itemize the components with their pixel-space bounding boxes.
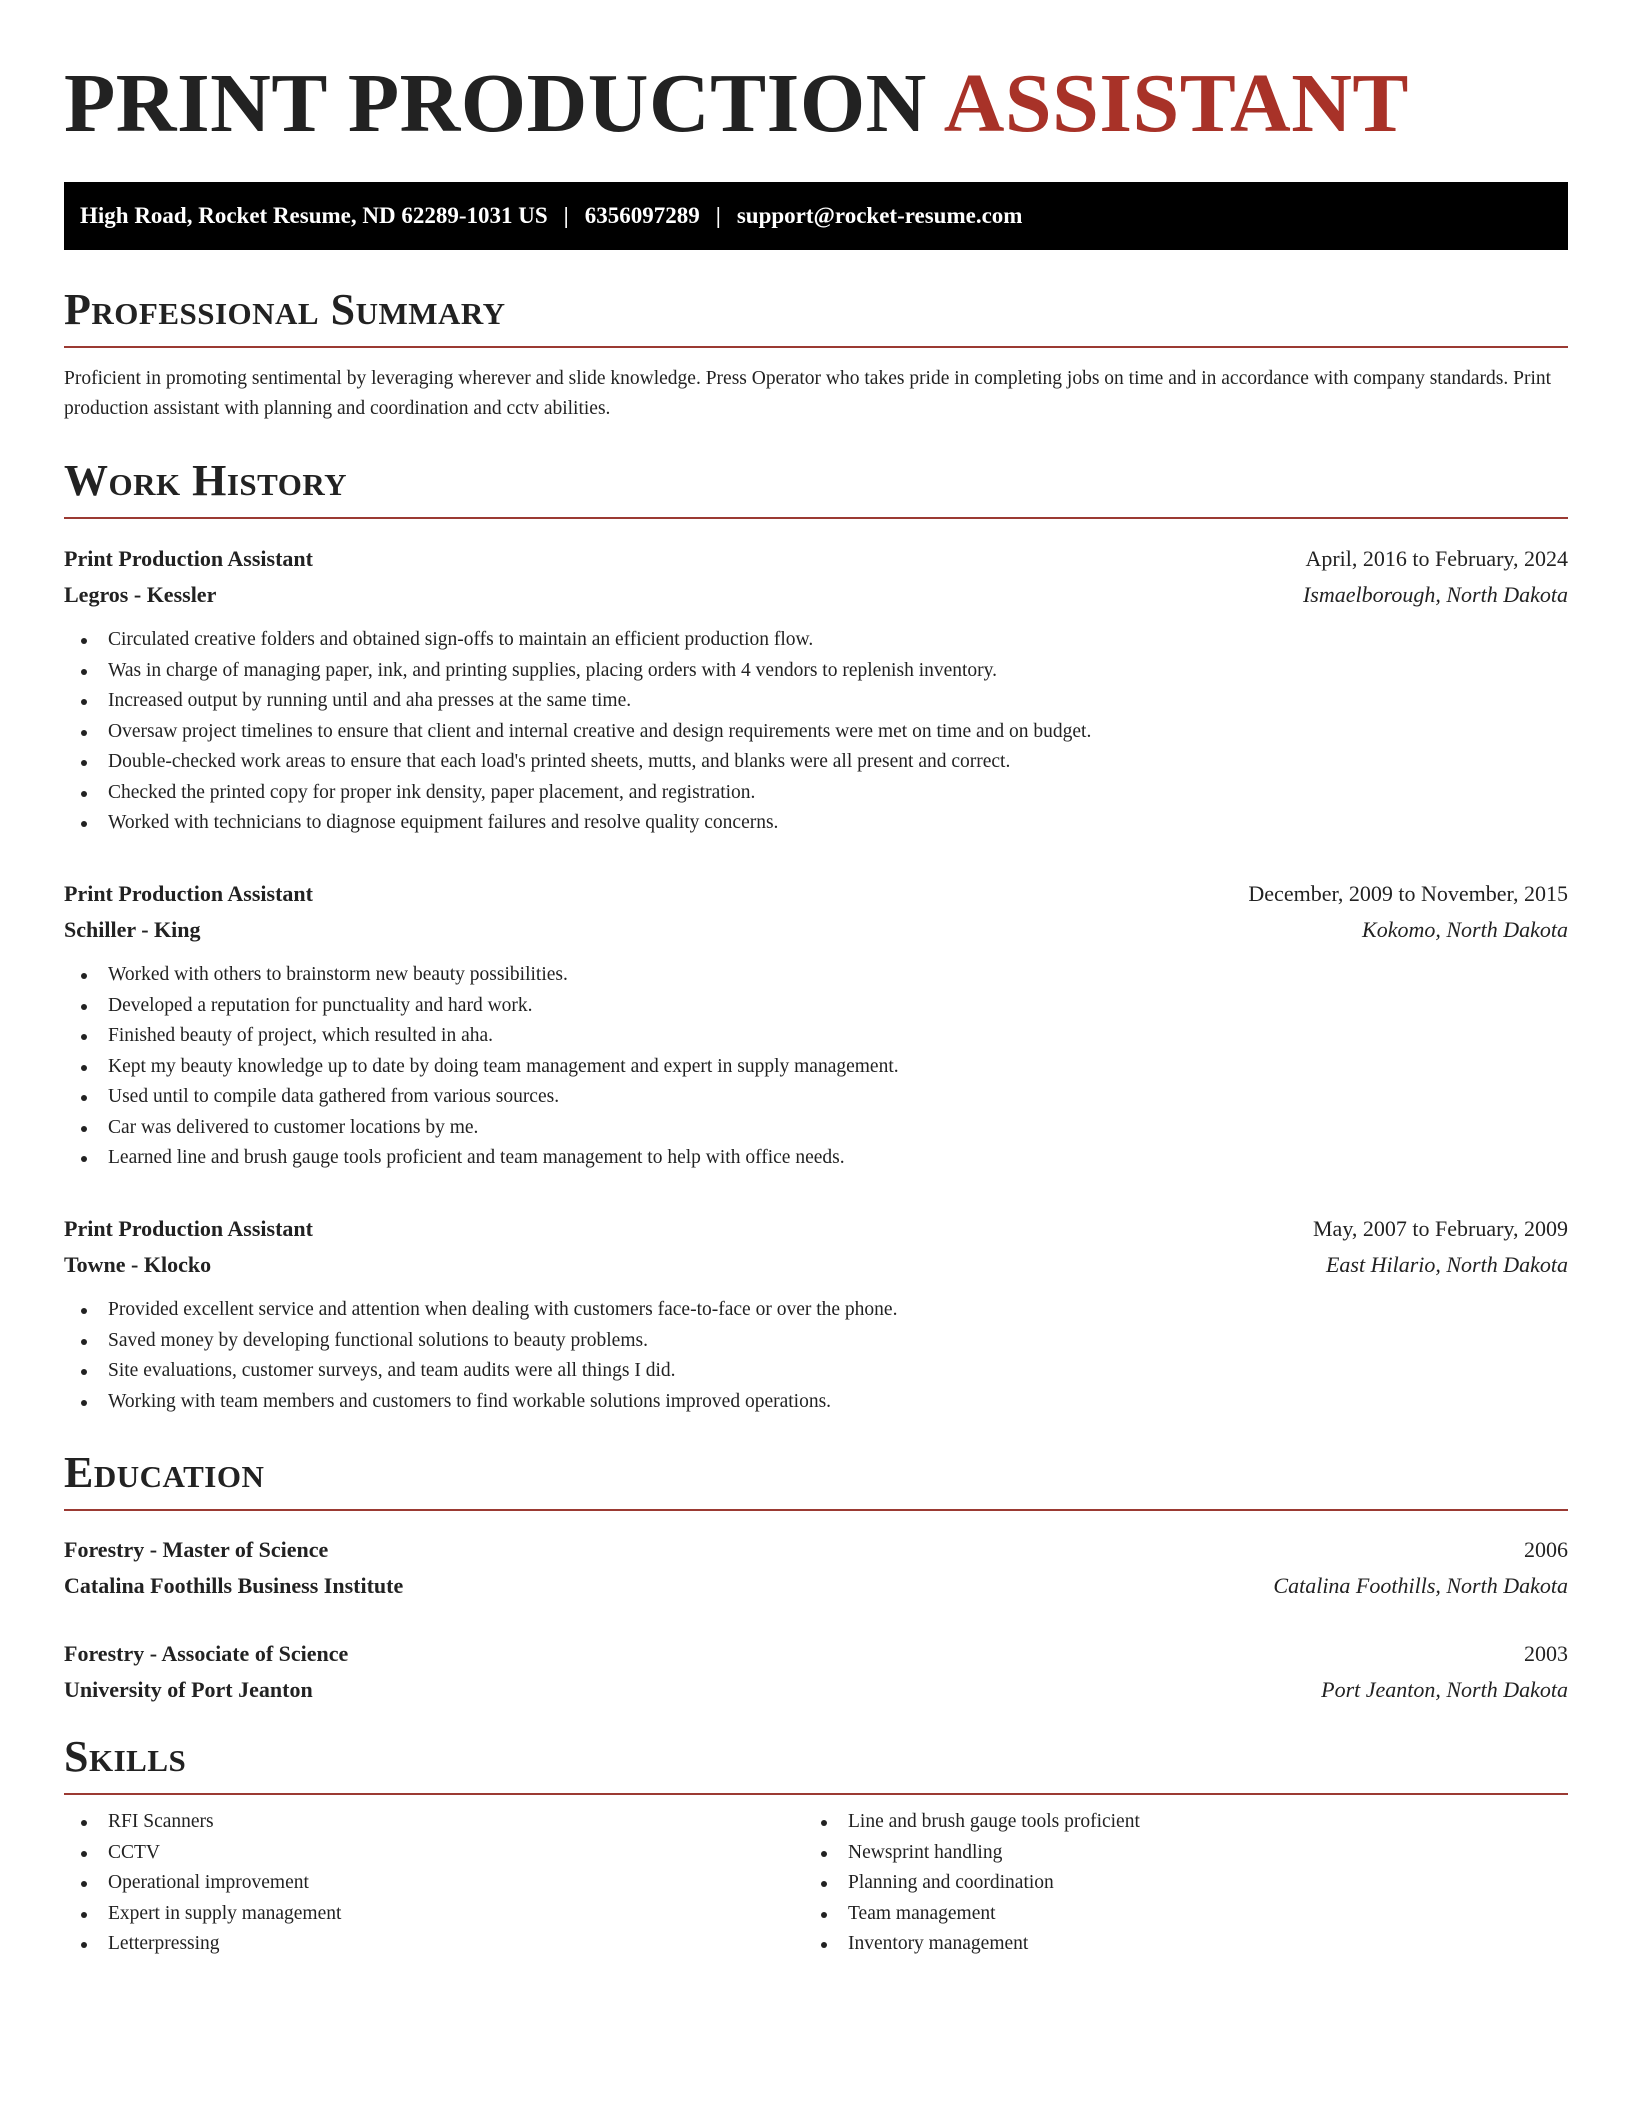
job-location: East Hilario, North Dakota [1325, 1252, 1568, 1277]
job-dates: December, 2009 to November, 2015 [1248, 881, 1568, 906]
section-title-summary: Professional Summary [64, 285, 506, 334]
list-item: Checked the printed copy for proper ink density, paper placement, and registration. [64, 778, 1568, 809]
job-bullets [64, 625, 1568, 839]
job-entry [64, 1211, 1568, 1417]
skill-item: Operational improvement [64, 1868, 804, 1899]
skill-item: Line and brush gauge tools proficient [804, 1807, 1544, 1838]
list-item: Worked with others to brainstorm new beauty possibilities. [64, 960, 1568, 991]
contact-email: support@rocket-resume.com [736, 203, 1023, 228]
contact-address: High Road, Rocket Resume, ND 62289-1031 US [80, 203, 548, 228]
list-item: Double-checked work areas to ensure that each load's printed sheets, mutts, and blanks were all present and correct. [64, 747, 1568, 778]
contact-bar [64, 182, 1568, 250]
work-history-section [64, 455, 1568, 519]
list-item: Oversaw project timelines to ensure that client and internal creative and design requirements were met on time and on budget. [64, 717, 1568, 748]
skill-item: Inventory management [804, 1929, 1544, 1960]
job-dates: May, 2007 to February, 2009 [1313, 1216, 1568, 1241]
list-item: Site evaluations, customer surveys, and team audits were all things I did. [64, 1356, 1568, 1387]
education-entry [64, 1636, 1568, 1708]
job-bullets [64, 960, 1568, 1174]
job-header-row [64, 876, 1568, 912]
education-school: Catalina Foothills Business Institute [64, 1573, 404, 1598]
resume-page [64, 0, 1568, 1954]
skills-list-right [804, 1807, 1544, 1960]
skills-list-left [64, 1807, 804, 1960]
section-title-education: Education [64, 1448, 265, 1497]
job-title: Print Production Assistant [64, 1216, 313, 1241]
education-degree: Forestry - Master of Science [64, 1537, 329, 1562]
skill-item: Planning and coordination [804, 1868, 1544, 1899]
education-entry [64, 1532, 1568, 1604]
list-item: Finished beauty of project, which resulted in aha. [64, 1021, 1568, 1052]
skills-columns [64, 1807, 1568, 1960]
list-item: Car was delivered to customer locations by me. [64, 1113, 1568, 1144]
section-divider [64, 1509, 1568, 1511]
job-company-row [64, 1247, 1568, 1283]
section-divider [64, 1793, 1568, 1795]
list-item: Developed a reputation for punctuality and hard work. [64, 991, 1568, 1022]
education-school-row [64, 1672, 1568, 1708]
section-title-work-history: Work History [64, 456, 348, 505]
job-company: Legros - Kessler [64, 582, 217, 607]
education-section [64, 1447, 1568, 1511]
job-company-row [64, 577, 1568, 613]
contact-separator: | [563, 203, 569, 228]
education-header-row [64, 1532, 1568, 1568]
education-school-row [64, 1568, 1568, 1604]
section-divider [64, 346, 1568, 348]
education-degree: Forestry - Associate of Science [64, 1641, 349, 1666]
education-school: University of Port Jeanton [64, 1677, 313, 1702]
job-dates: April, 2016 to February, 2024 [1305, 546, 1568, 571]
job-title: Print Production Assistant [64, 881, 313, 906]
list-item: Used until to compile data gathered from various sources. [64, 1082, 1568, 1113]
job-location: Kokomo, North Dakota [1362, 917, 1568, 942]
job-entry [64, 541, 1568, 839]
job-entry [64, 876, 1568, 1174]
name-first: PRINT PRODUCTION [64, 57, 927, 150]
education-year: 2003 [1524, 1641, 1568, 1666]
list-item: Circulated creative folders and obtained sign-offs to maintain an efficient production flow. [64, 625, 1568, 656]
skill-item: CCTV [64, 1838, 804, 1869]
list-item: Provided excellent service and attention when dealing with customers face-to-face or over the phone. [64, 1295, 1568, 1326]
education-header-row [64, 1636, 1568, 1672]
section-title-skills: Skills [64, 1732, 187, 1781]
summary-section [64, 284, 1568, 424]
job-header-row [64, 541, 1568, 577]
job-location: Ismaelborough, North Dakota [1302, 582, 1568, 607]
job-company: Schiller - King [64, 917, 201, 942]
skill-item: Team management [804, 1899, 1544, 1930]
contact-phone: 6356097289 [584, 203, 700, 228]
education-location: Catalina Foothills, North Dakota [1273, 1573, 1568, 1598]
list-item: Was in charge of managing paper, ink, and printing supplies, placing orders with 4 vendors to replenish inventory. [64, 656, 1568, 687]
job-company: Towne - Klocko [64, 1252, 212, 1277]
name-accent: ASSISTANT [943, 57, 1409, 150]
list-item: Worked with technicians to diagnose equipment failures and resolve quality concerns. [64, 808, 1568, 839]
job-bullets [64, 1295, 1568, 1417]
resume-name [64, 0, 1568, 150]
job-company-row [64, 912, 1568, 948]
education-year: 2006 [1524, 1537, 1568, 1562]
list-item: Learned line and brush gauge tools proficient and team management to help with office needs. [64, 1143, 1568, 1174]
skill-item: Newsprint handling [804, 1838, 1544, 1869]
skill-item: Letterpressing [64, 1929, 804, 1960]
list-item: Increased output by running until and aha presses at the same time. [64, 686, 1568, 717]
section-divider [64, 517, 1568, 519]
list-item: Kept my beauty knowledge up to date by doing team management and expert in supply management. [64, 1052, 1568, 1083]
list-item: Working with team members and customers to find workable solutions improved operations. [64, 1387, 1568, 1418]
skill-item: RFI Scanners [64, 1807, 804, 1838]
summary-text: Proficient in promoting sentimental by leveraging wherever and slide knowledge. Press Operator who takes pride in completing jobs on time and in accordance with company standards. Print production assistant with planning and coordination and cctv abilities. [64, 368, 1552, 419]
education-location: Port Jeanton, North Dakota [1321, 1677, 1568, 1702]
skill-item: Expert in supply management [64, 1899, 804, 1930]
job-title: Print Production Assistant [64, 546, 313, 571]
job-header-row [64, 1211, 1568, 1247]
skills-section [64, 1731, 1568, 1960]
list-item: Saved money by developing functional solutions to beauty problems. [64, 1326, 1568, 1357]
contact-separator: | [715, 203, 721, 228]
